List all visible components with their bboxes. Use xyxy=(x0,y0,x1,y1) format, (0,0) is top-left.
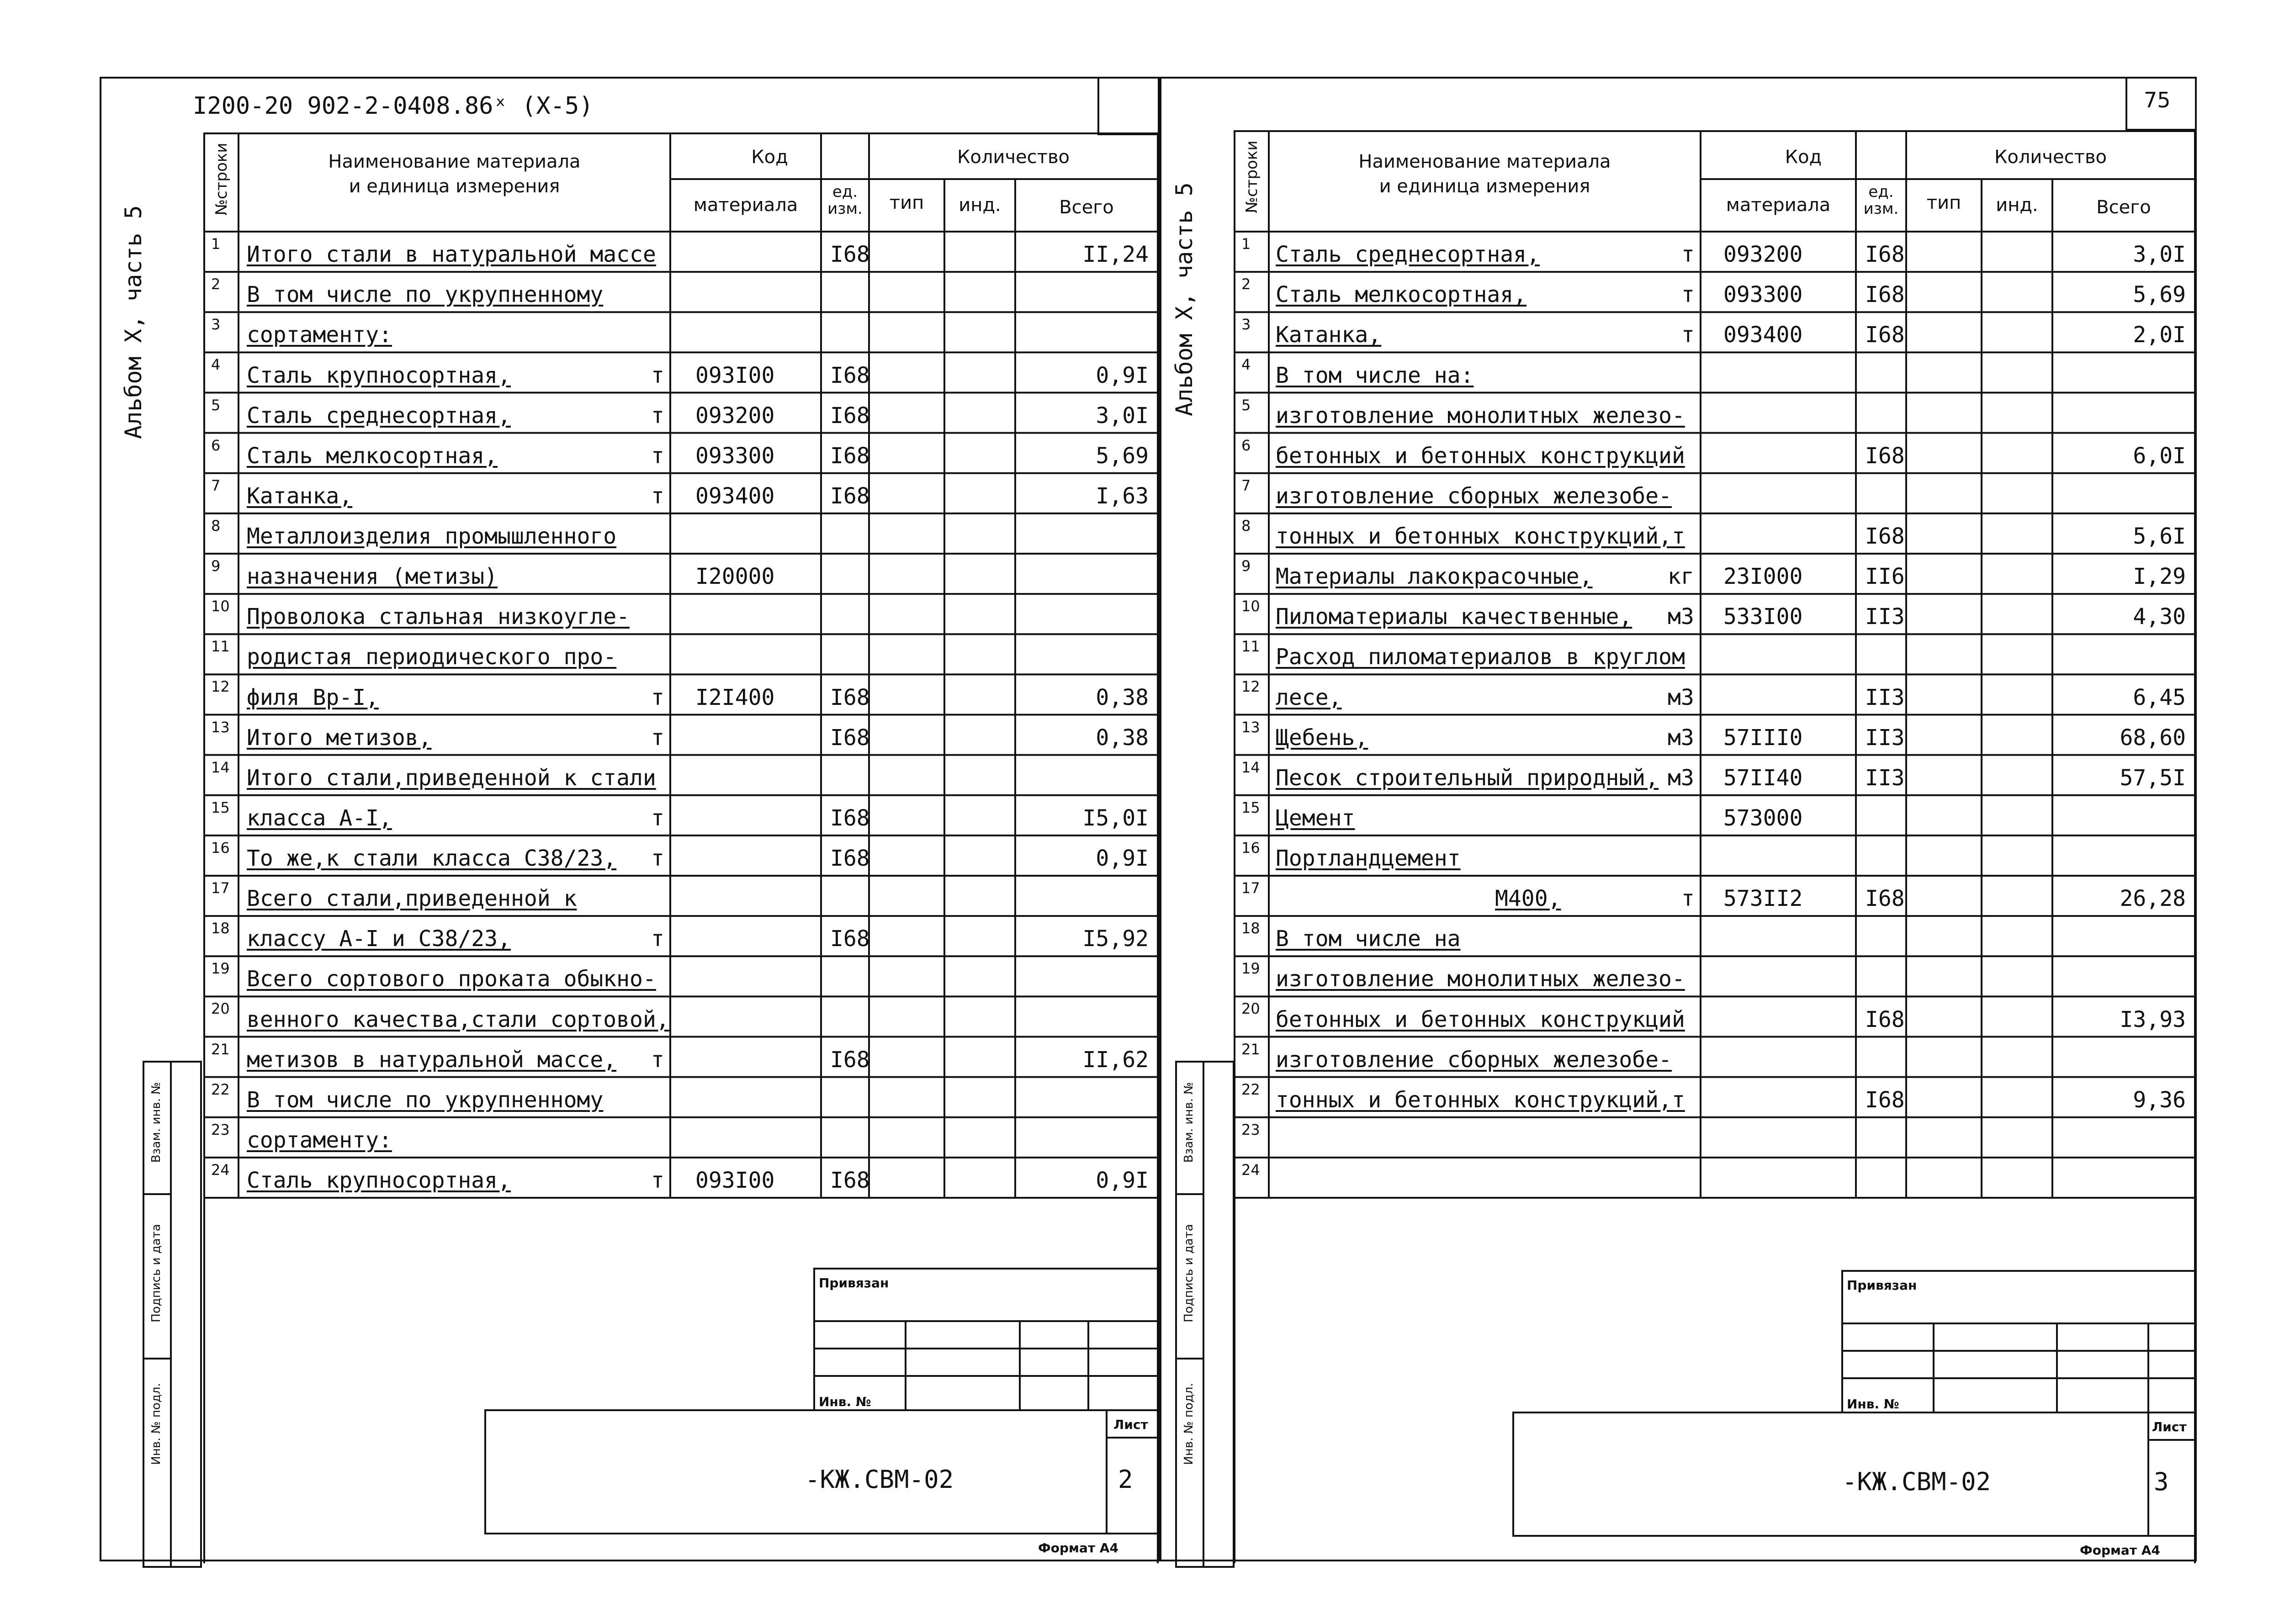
left-row-code: 093200 xyxy=(695,402,775,428)
right-row-number: 18 xyxy=(1241,920,1260,937)
left-row-name: Всего стали,приведенной к xyxy=(247,886,577,912)
left-row-name: Сталь крупносортная, xyxy=(247,362,511,388)
right-row-number: 23 xyxy=(1241,1121,1260,1138)
left-row-unit-suffix: т xyxy=(651,846,664,871)
right-row-number: 21 xyxy=(1241,1040,1260,1058)
left-row-number: 13 xyxy=(211,718,230,736)
right-row-total: 57,5I xyxy=(2120,765,2186,791)
left-row-unit: I68 xyxy=(830,805,870,831)
right-row-name: тонных и бетонных конструкций,т xyxy=(1276,1087,1685,1113)
right-row-name: Песок строительный природный, xyxy=(1276,765,1659,791)
right-row-total: 4,30 xyxy=(2133,604,2186,630)
left-row-name: Металлоизделия промышленного xyxy=(247,524,617,549)
right-row-code: 57III0 xyxy=(1723,725,1803,751)
right-row-unit: I68 xyxy=(1865,1087,1905,1113)
left-row-number: 11 xyxy=(211,638,230,656)
left-row-unit: I68 xyxy=(830,483,870,509)
left-row-unit: I68 xyxy=(830,242,870,268)
left-row-number: 10 xyxy=(211,598,230,615)
left-row-total: I,63 xyxy=(1096,483,1149,509)
right-stamp-sheet-no: 3 xyxy=(2154,1467,2169,1496)
right-row-total: 26,28 xyxy=(2120,886,2186,912)
left-row-number: 23 xyxy=(211,1121,230,1138)
right-row-total: I,29 xyxy=(2133,564,2186,590)
left-inv-podl-label: Инв. № подл. xyxy=(149,1383,163,1465)
right-row-code: 093200 xyxy=(1723,242,1803,268)
left-stamp-sheet-no: 2 xyxy=(1118,1465,1133,1494)
right-row-total: 6,0I xyxy=(2133,443,2186,469)
right-row-name: изготовление сборных железобе- xyxy=(1276,1047,1672,1073)
left-row-number: 20 xyxy=(211,1000,230,1018)
right-row-number: 6 xyxy=(1241,436,1251,454)
right-row-total: I3,93 xyxy=(2120,1006,2186,1032)
right-row-name: изготовление монолитных железо- xyxy=(1276,966,1685,992)
left-row-unit: I68 xyxy=(830,362,870,388)
right-row-number: 4 xyxy=(1241,356,1251,374)
left-row-code: I20000 xyxy=(695,564,775,590)
left-row-total: 5,69 xyxy=(1096,443,1149,469)
left-row-name: Итого метизов, xyxy=(247,725,432,751)
left-podpis-label: Подпись и дата xyxy=(149,1224,163,1322)
left-row-unit: I68 xyxy=(830,443,870,469)
right-row-name: Сталь мелкосортная, xyxy=(1276,282,1527,308)
left-row-number: 18 xyxy=(211,920,230,937)
right-row-unit-suffix: т xyxy=(1681,322,1695,348)
right-row-total: 5,6I xyxy=(2133,524,2186,549)
left-row-unit-suffix: т xyxy=(651,684,664,710)
right-row-number: 12 xyxy=(1241,678,1260,696)
left-row-name: Сталь среднесортная, xyxy=(247,402,511,428)
left-col-quantity: Количество xyxy=(957,147,1070,168)
left-row-number: 24 xyxy=(211,1161,230,1179)
right-row-unit: I68 xyxy=(1865,1006,1905,1032)
left-row-code: 093300 xyxy=(695,443,775,469)
right-row-number: 1 xyxy=(1241,235,1251,253)
left-row-total: 0,9I xyxy=(1096,846,1149,871)
right-row-name: Пиломатериалы качественные, xyxy=(1276,604,1632,630)
left-row-name: В том числе по укрупненному xyxy=(247,1087,604,1113)
right-row-number: 9 xyxy=(1241,557,1251,575)
right-row-number: 5 xyxy=(1241,396,1251,414)
right-row-unit-suffix: т xyxy=(1681,242,1695,268)
right-row-unit: I68 xyxy=(1865,443,1905,469)
right-row-name: В том числе на: xyxy=(1276,362,1474,388)
left-row-total: II,24 xyxy=(1082,242,1149,268)
right-podpis-label: Подпись и дата xyxy=(1182,1224,1196,1322)
right-row-unit-suffix: т xyxy=(1681,886,1695,912)
left-row-number: 4 xyxy=(211,356,221,374)
left-row-number: 5 xyxy=(211,396,221,414)
right-row-name: Материалы лакокрасочные, xyxy=(1276,564,1593,590)
left-row-unit-suffix: т xyxy=(651,443,664,469)
left-format-label: Формат А4 xyxy=(1038,1540,1118,1555)
right-row-name: изготовление монолитных железо- xyxy=(1276,402,1685,428)
right-row-total: 9,36 xyxy=(2133,1087,2186,1113)
right-row-unit: I68 xyxy=(1865,886,1905,912)
right-row-code: 573000 xyxy=(1723,805,1803,831)
left-stamp-privyazan: Привязан xyxy=(819,1275,889,1291)
left-row-name: сортаменту: xyxy=(247,1127,392,1153)
left-row-number: 14 xyxy=(211,758,230,776)
left-col-unit: ед. изм. xyxy=(827,183,863,218)
right-col-total: Всего xyxy=(2096,197,2151,218)
left-row-name: назначения (метизы) xyxy=(247,564,498,590)
right-row-code: 23I000 xyxy=(1723,564,1803,590)
left-stamp-sheet-label: Лист xyxy=(1113,1417,1148,1432)
left-row-number: 9 xyxy=(211,557,221,575)
right-row-number: 3 xyxy=(1241,316,1251,333)
left-row-name: сортаменту: xyxy=(247,322,392,348)
left-row-number: 6 xyxy=(211,436,221,454)
right-row-number: 22 xyxy=(1241,1080,1260,1098)
right-row-name: В том числе на xyxy=(1276,926,1461,952)
left-row-name: Итого стали в натуральной массе xyxy=(247,242,656,268)
right-stamp-code: -КЖ.СВМ-02 xyxy=(1842,1467,1991,1496)
right-album-sidebar: Альбом X, часть 5 xyxy=(1171,182,1198,416)
right-row-total: 3,0I xyxy=(2133,242,2186,268)
right-row-number: 2 xyxy=(1241,275,1251,293)
right-row-code: 533I00 xyxy=(1723,604,1803,630)
right-col-ind: инд. xyxy=(1996,195,2038,216)
right-row-unit: II3 xyxy=(1865,604,1905,630)
right-row-name: лесе, xyxy=(1276,684,1342,710)
left-row-code: 093I00 xyxy=(695,1168,775,1193)
left-album-sidebar: Альбом X, часть 5 xyxy=(120,205,147,439)
left-row-number: 19 xyxy=(211,960,230,978)
right-row-unit: I68 xyxy=(1865,322,1905,348)
right-row-unit-suffix: кг xyxy=(1668,564,1694,590)
left-row-total: I5,92 xyxy=(1082,926,1149,952)
right-row-unit-suffix: м3 xyxy=(1668,604,1694,630)
left-row-name: класса А-I, xyxy=(247,805,392,831)
right-row-name: Катанка, xyxy=(1276,322,1382,348)
left-col-total: Всего xyxy=(1059,197,1114,218)
left-row-number: 16 xyxy=(211,839,230,857)
right-row-unit: II3 xyxy=(1865,725,1905,751)
left-row-number: 2 xyxy=(211,275,221,293)
left-row-total: I5,0I xyxy=(1082,805,1149,831)
left-row-total: 0,9I xyxy=(1096,362,1149,388)
left-stamp-code: -КЖ.СВМ-02 xyxy=(805,1465,954,1494)
left-row-code: 093I00 xyxy=(695,362,775,388)
left-col-type: тип xyxy=(889,192,924,213)
right-row-name: изготовление сборных железобе- xyxy=(1276,483,1672,509)
right-vzam-label: Взам. инв. № xyxy=(1182,1082,1196,1163)
right-col-row-no: №строки xyxy=(1243,140,1261,213)
left-sheet xyxy=(100,77,1160,1561)
right-row-number: 17 xyxy=(1241,879,1260,897)
left-row-total: 0,38 xyxy=(1096,725,1149,751)
right-row-code: 093400 xyxy=(1723,322,1803,348)
right-row-unit-suffix: м3 xyxy=(1668,765,1694,791)
right-inv-podl-label: Инв. № подл. xyxy=(1182,1383,1196,1465)
left-row-number: 1 xyxy=(211,235,221,253)
right-page-number: 75 xyxy=(2144,88,2171,112)
left-row-unit: I68 xyxy=(830,926,870,952)
right-row-unit: II6 xyxy=(1865,564,1905,590)
left-stamp-inv-no: Инв. № xyxy=(819,1394,871,1409)
right-row-number: 13 xyxy=(1241,718,1260,736)
left-row-name: Проволока стальная низкоугле- xyxy=(247,604,630,630)
left-row-name: В том числе по укрупненному xyxy=(247,282,604,308)
right-row-name: Сталь среднесортная, xyxy=(1276,242,1540,268)
left-row-number: 3 xyxy=(211,316,221,333)
right-stamp-privyazan: Привязан xyxy=(1847,1278,1917,1293)
left-row-name: классу А-I и С38/23, xyxy=(247,926,511,952)
right-row-name: Портландцемент xyxy=(1276,846,1461,871)
right-row-number: 7 xyxy=(1241,476,1251,494)
left-row-code: 093400 xyxy=(695,483,775,509)
right-row-name: тонных и бетонных конструкций,т xyxy=(1276,524,1685,549)
left-row-unit: I68 xyxy=(830,684,870,710)
left-row-name: Сталь крупносортная, xyxy=(247,1168,511,1193)
right-row-unit-suffix: м3 xyxy=(1668,725,1694,751)
right-row-unit: II3 xyxy=(1865,684,1905,710)
right-col-type: тип xyxy=(1926,192,1961,213)
left-row-name: метизов в натуральной массе, xyxy=(247,1047,617,1073)
left-row-number: 7 xyxy=(211,476,221,494)
right-row-unit: II3 xyxy=(1865,765,1905,791)
left-top-header: I200-20 902-2-0408.86ˣ (X-5) xyxy=(193,92,594,120)
right-row-number: 19 xyxy=(1241,960,1260,978)
left-col-row-no: №строки xyxy=(212,143,231,216)
right-row-number: 10 xyxy=(1241,598,1260,615)
left-row-unit-suffix: т xyxy=(651,402,664,428)
left-row-unit-suffix: т xyxy=(651,362,664,388)
right-row-number: 11 xyxy=(1241,638,1260,656)
left-row-unit: I68 xyxy=(830,1047,870,1073)
left-row-number: 21 xyxy=(211,1040,230,1058)
right-row-unit: I68 xyxy=(1865,282,1905,308)
left-row-name: родистая периодического про- xyxy=(247,644,617,670)
right-row-number: 8 xyxy=(1241,517,1251,534)
left-row-number: 17 xyxy=(211,879,230,897)
left-row-unit-suffix: т xyxy=(651,805,664,831)
left-row-name: филя Вр-I, xyxy=(247,684,379,710)
right-row-name: Расход пиломатериалов в круглом xyxy=(1276,644,1685,670)
right-row-total: 68,60 xyxy=(2120,725,2186,751)
right-col-unit: ед. изм. xyxy=(1863,183,1899,218)
right-row-code: 573II2 xyxy=(1723,886,1803,912)
right-row-number: 20 xyxy=(1241,1000,1260,1018)
left-row-name: венного качества,стали сортовой, xyxy=(247,1006,669,1032)
right-row-number: 16 xyxy=(1241,839,1260,857)
left-row-code: I2I400 xyxy=(695,684,775,710)
left-row-name: Катанка, xyxy=(247,483,353,509)
right-row-total: 5,69 xyxy=(2133,282,2186,308)
left-row-total: 0,9I xyxy=(1096,1168,1149,1193)
right-stamp-inv-no: Инв. № xyxy=(1847,1397,1899,1412)
right-row-name: М400, xyxy=(1495,886,1561,912)
left-row-number: 15 xyxy=(211,799,230,816)
right-row-number: 14 xyxy=(1241,758,1260,776)
right-row-unit: I68 xyxy=(1865,242,1905,268)
left-row-name: То же,к стали класса С38/23, xyxy=(247,846,617,871)
left-row-number: 22 xyxy=(211,1080,230,1098)
right-col-code: Код xyxy=(1785,147,1822,168)
left-row-unit: I68 xyxy=(830,402,870,428)
left-row-unit-suffix: т xyxy=(651,725,664,751)
left-row-total: 3,0I xyxy=(1096,402,1149,428)
left-row-total: 0,38 xyxy=(1096,684,1149,710)
right-row-name: Щебень, xyxy=(1276,725,1368,751)
left-row-total: II,62 xyxy=(1082,1047,1149,1073)
left-row-unit-suffix: т xyxy=(651,483,664,509)
right-col-name: Наименование материала и единица измерения xyxy=(1358,151,1611,197)
right-format-label: Формат А4 xyxy=(2080,1543,2160,1558)
right-row-total: 6,45 xyxy=(2133,684,2186,710)
right-col-quantity: Количество xyxy=(1994,147,2107,168)
left-row-name: Всего сортового проката обыкно- xyxy=(247,966,656,992)
right-row-name: бетонных и бетонных конструкций xyxy=(1276,1006,1685,1032)
right-sheet xyxy=(1160,77,2197,1561)
left-row-unit-suffix: т xyxy=(651,1168,664,1193)
left-col-code: Код xyxy=(751,147,788,168)
right-row-unit: I68 xyxy=(1865,524,1905,549)
left-row-unit: I68 xyxy=(830,846,870,871)
right-row-number: 24 xyxy=(1241,1161,1260,1179)
left-col-ind: инд. xyxy=(959,195,1001,216)
right-row-name: Цемент xyxy=(1276,805,1355,831)
left-row-name: Сталь мелкосортная, xyxy=(247,443,498,469)
left-row-unit: I68 xyxy=(830,1168,870,1193)
left-row-unit: I68 xyxy=(830,725,870,751)
left-row-unit-suffix: т xyxy=(651,1047,664,1073)
left-row-number: 12 xyxy=(211,678,230,696)
left-row-number: 8 xyxy=(211,517,221,534)
right-row-number: 15 xyxy=(1241,799,1260,816)
left-row-unit-suffix: т xyxy=(651,926,664,952)
left-row-name: Итого стали,приведенной к стали xyxy=(247,765,656,791)
right-row-unit-suffix: м3 xyxy=(1668,684,1694,710)
right-row-code: 57II40 xyxy=(1723,765,1803,791)
left-col-name: Наименование материала и единица измерения xyxy=(328,151,581,197)
right-col-material: материала xyxy=(1726,195,1831,216)
right-stamp-sheet-label: Лист xyxy=(2152,1419,2187,1434)
right-row-name: бетонных и бетонных конструкций xyxy=(1276,443,1685,469)
right-row-code: 093300 xyxy=(1723,282,1803,308)
left-vzam-label: Взам. инв. № xyxy=(149,1082,163,1163)
right-row-unit-suffix: т xyxy=(1681,282,1695,308)
left-col-material: материала xyxy=(693,195,798,216)
right-row-total: 2,0I xyxy=(2133,322,2186,348)
